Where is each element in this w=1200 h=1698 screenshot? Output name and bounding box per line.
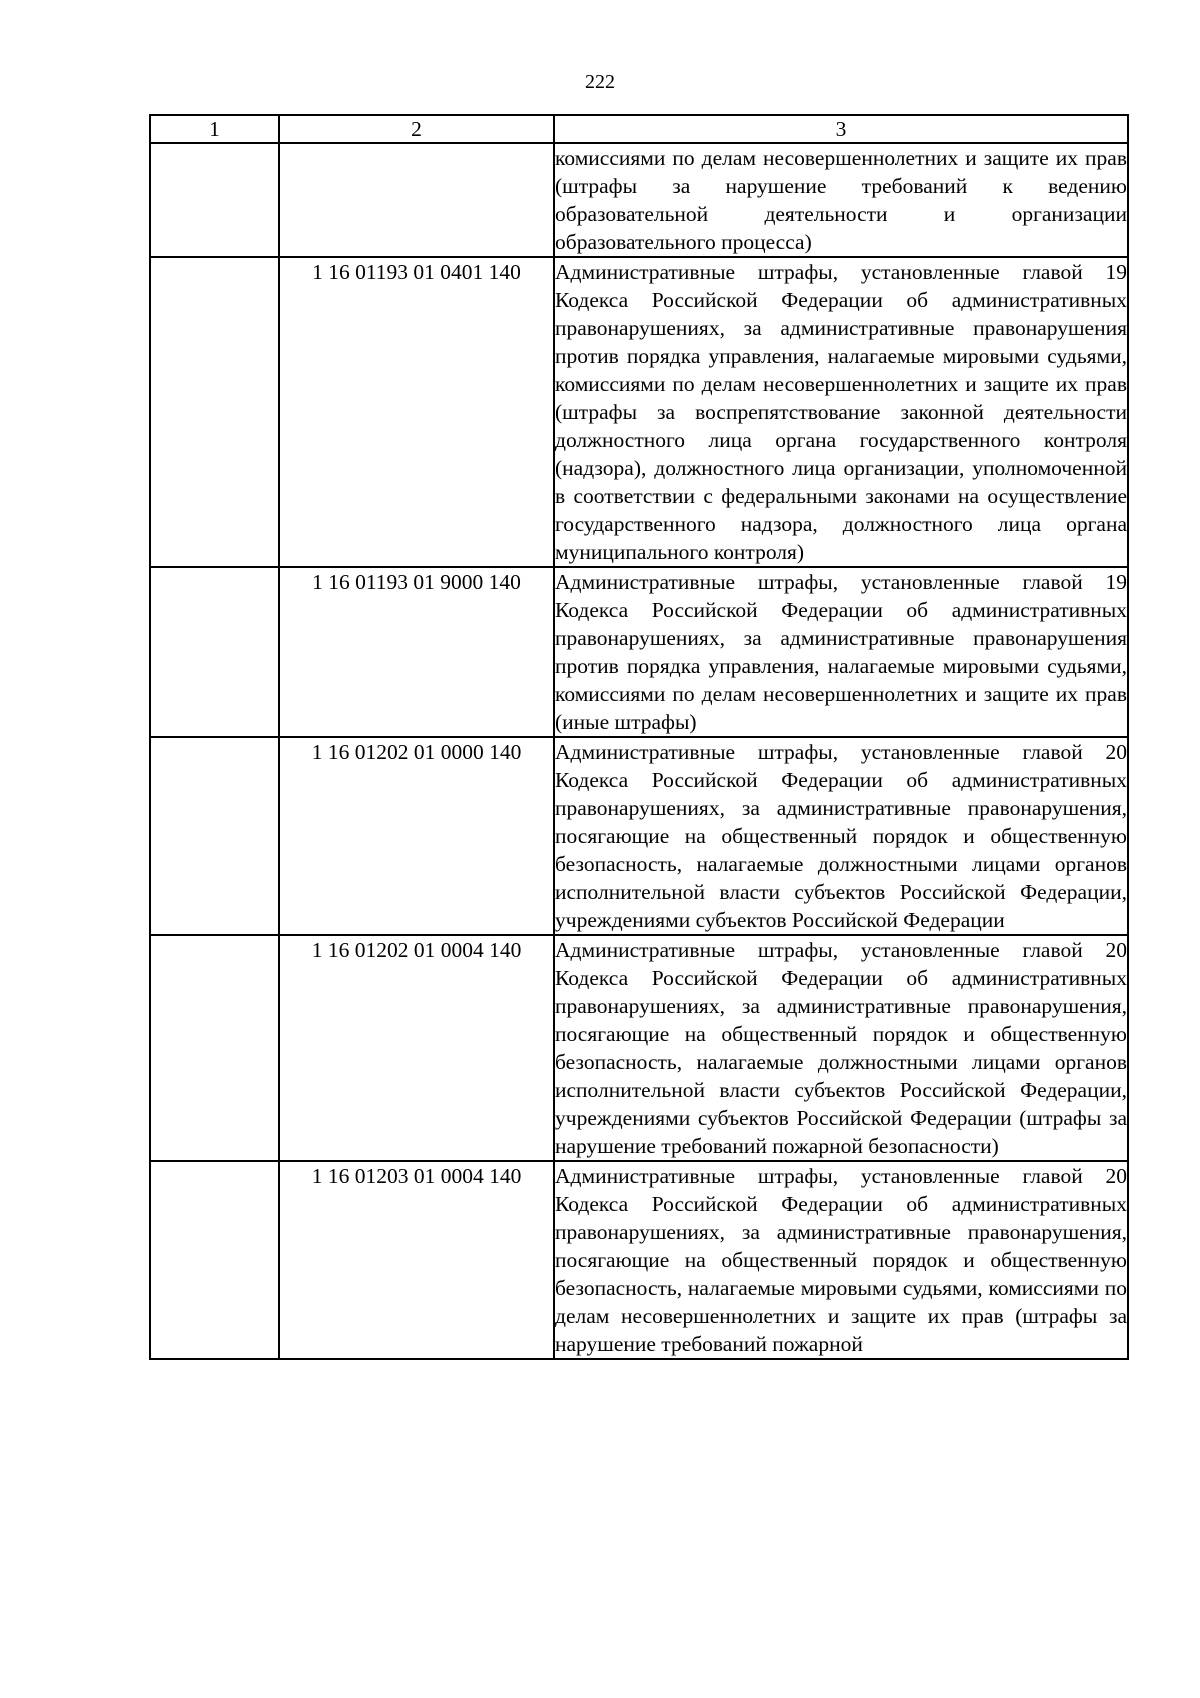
- row-col-1: [150, 935, 279, 1161]
- row-col-1: [150, 567, 279, 737]
- row-col-1: [150, 257, 279, 567]
- budget-code: 1 16 01193 01 9000 140: [279, 567, 554, 737]
- row-col-1: [150, 737, 279, 935]
- description: [554, 257, 1128, 567]
- budget-code: 1 16 01202 01 0000 140: [279, 737, 554, 935]
- description: [554, 1161, 1128, 1359]
- description-text: Административные штрафы, установленные главой 20 Кодекса Российской Федерации об административных правонарушениях, за административные правонарушения, посягающие на общественный порядок и общественную безопасность, налагаемые должностными лицами органов исполнительной власти субъектов Российской Федерации, учреждениями субъектов Российской Федерации: [555, 740, 1127, 932]
- table-row: [150, 143, 1128, 257]
- description: [554, 143, 1128, 257]
- page-number: 222: [585, 71, 615, 93]
- table-row: [150, 935, 1128, 1161]
- description-text: Административные штрафы, установленные главой 19 Кодекса Российской Федерации об административных правонарушениях, за административные правонарушения против порядка управления, налагаемые мировыми судьями, комиссиями по делам несовершеннолетних и защите их прав (иные штрафы): [555, 570, 1127, 734]
- budget-code: 1 16 01202 01 0004 140: [279, 935, 554, 1161]
- description: [554, 737, 1128, 935]
- budget-codes-table: [149, 114, 1129, 1360]
- description-text: Административные штрафы, установленные главой 20 Кодекса Российской Федерации об административных правонарушениях, за административные правонарушения, посягающие на общественный порядок и общественную безопасность, налагаемые мировыми судьями, комиссиями по делам несовершеннолетних и защите их прав (штрафы за нарушение требований пожарной: [555, 1164, 1127, 1356]
- header-col-3: 3: [554, 115, 1128, 143]
- description: [554, 567, 1128, 737]
- table-row: [150, 257, 1128, 567]
- budget-code: 1 16 01203 01 0004 140: [279, 1161, 554, 1359]
- header-col-1: 1: [150, 115, 279, 143]
- header-col-2: 2: [279, 115, 554, 143]
- table-row: [150, 737, 1128, 935]
- table-row: [150, 1161, 1128, 1359]
- budget-code: [279, 143, 554, 257]
- description-text: комиссиями по делам несовершеннолетних и защите их прав (штрафы за нарушение требований к ведению образовательной деятельности и организации образовательного процесса): [555, 146, 1127, 254]
- description-text: Административные штрафы, установленные главой 20 Кодекса Российской Федерации об административных правонарушениях, за административные правонарушения, посягающие на общественный порядок и общественную безопасность, налагаемые должностными лицами органов исполнительной власти субъектов Российской Федерации, учреждениями субъектов Российской Федерации (штрафы за нарушение требований пожарной безопасности): [555, 938, 1127, 1158]
- description: [554, 935, 1128, 1161]
- row-col-1: [150, 1161, 279, 1359]
- description-text: Административные штрафы, установленные главой 19 Кодекса Российской Федерации об административных правонарушениях, за административные правонарушения против порядка управления, налагаемые мировыми судьями, комиссиями по делам несовершеннолетних и защите их прав (штрафы за воспрепятствование законной деятельности должностного лица органа государственного контроля (надзора), должностного лица организации, уполномоченной в соответствии с федеральными законами на осуществление государственного надзора, должностного лица органа муниципального контроля): [555, 260, 1127, 564]
- table-row: [150, 567, 1128, 737]
- row-col-1: [150, 143, 279, 257]
- table-header-row: [150, 115, 1128, 143]
- budget-code: 1 16 01193 01 0401 140: [279, 257, 554, 567]
